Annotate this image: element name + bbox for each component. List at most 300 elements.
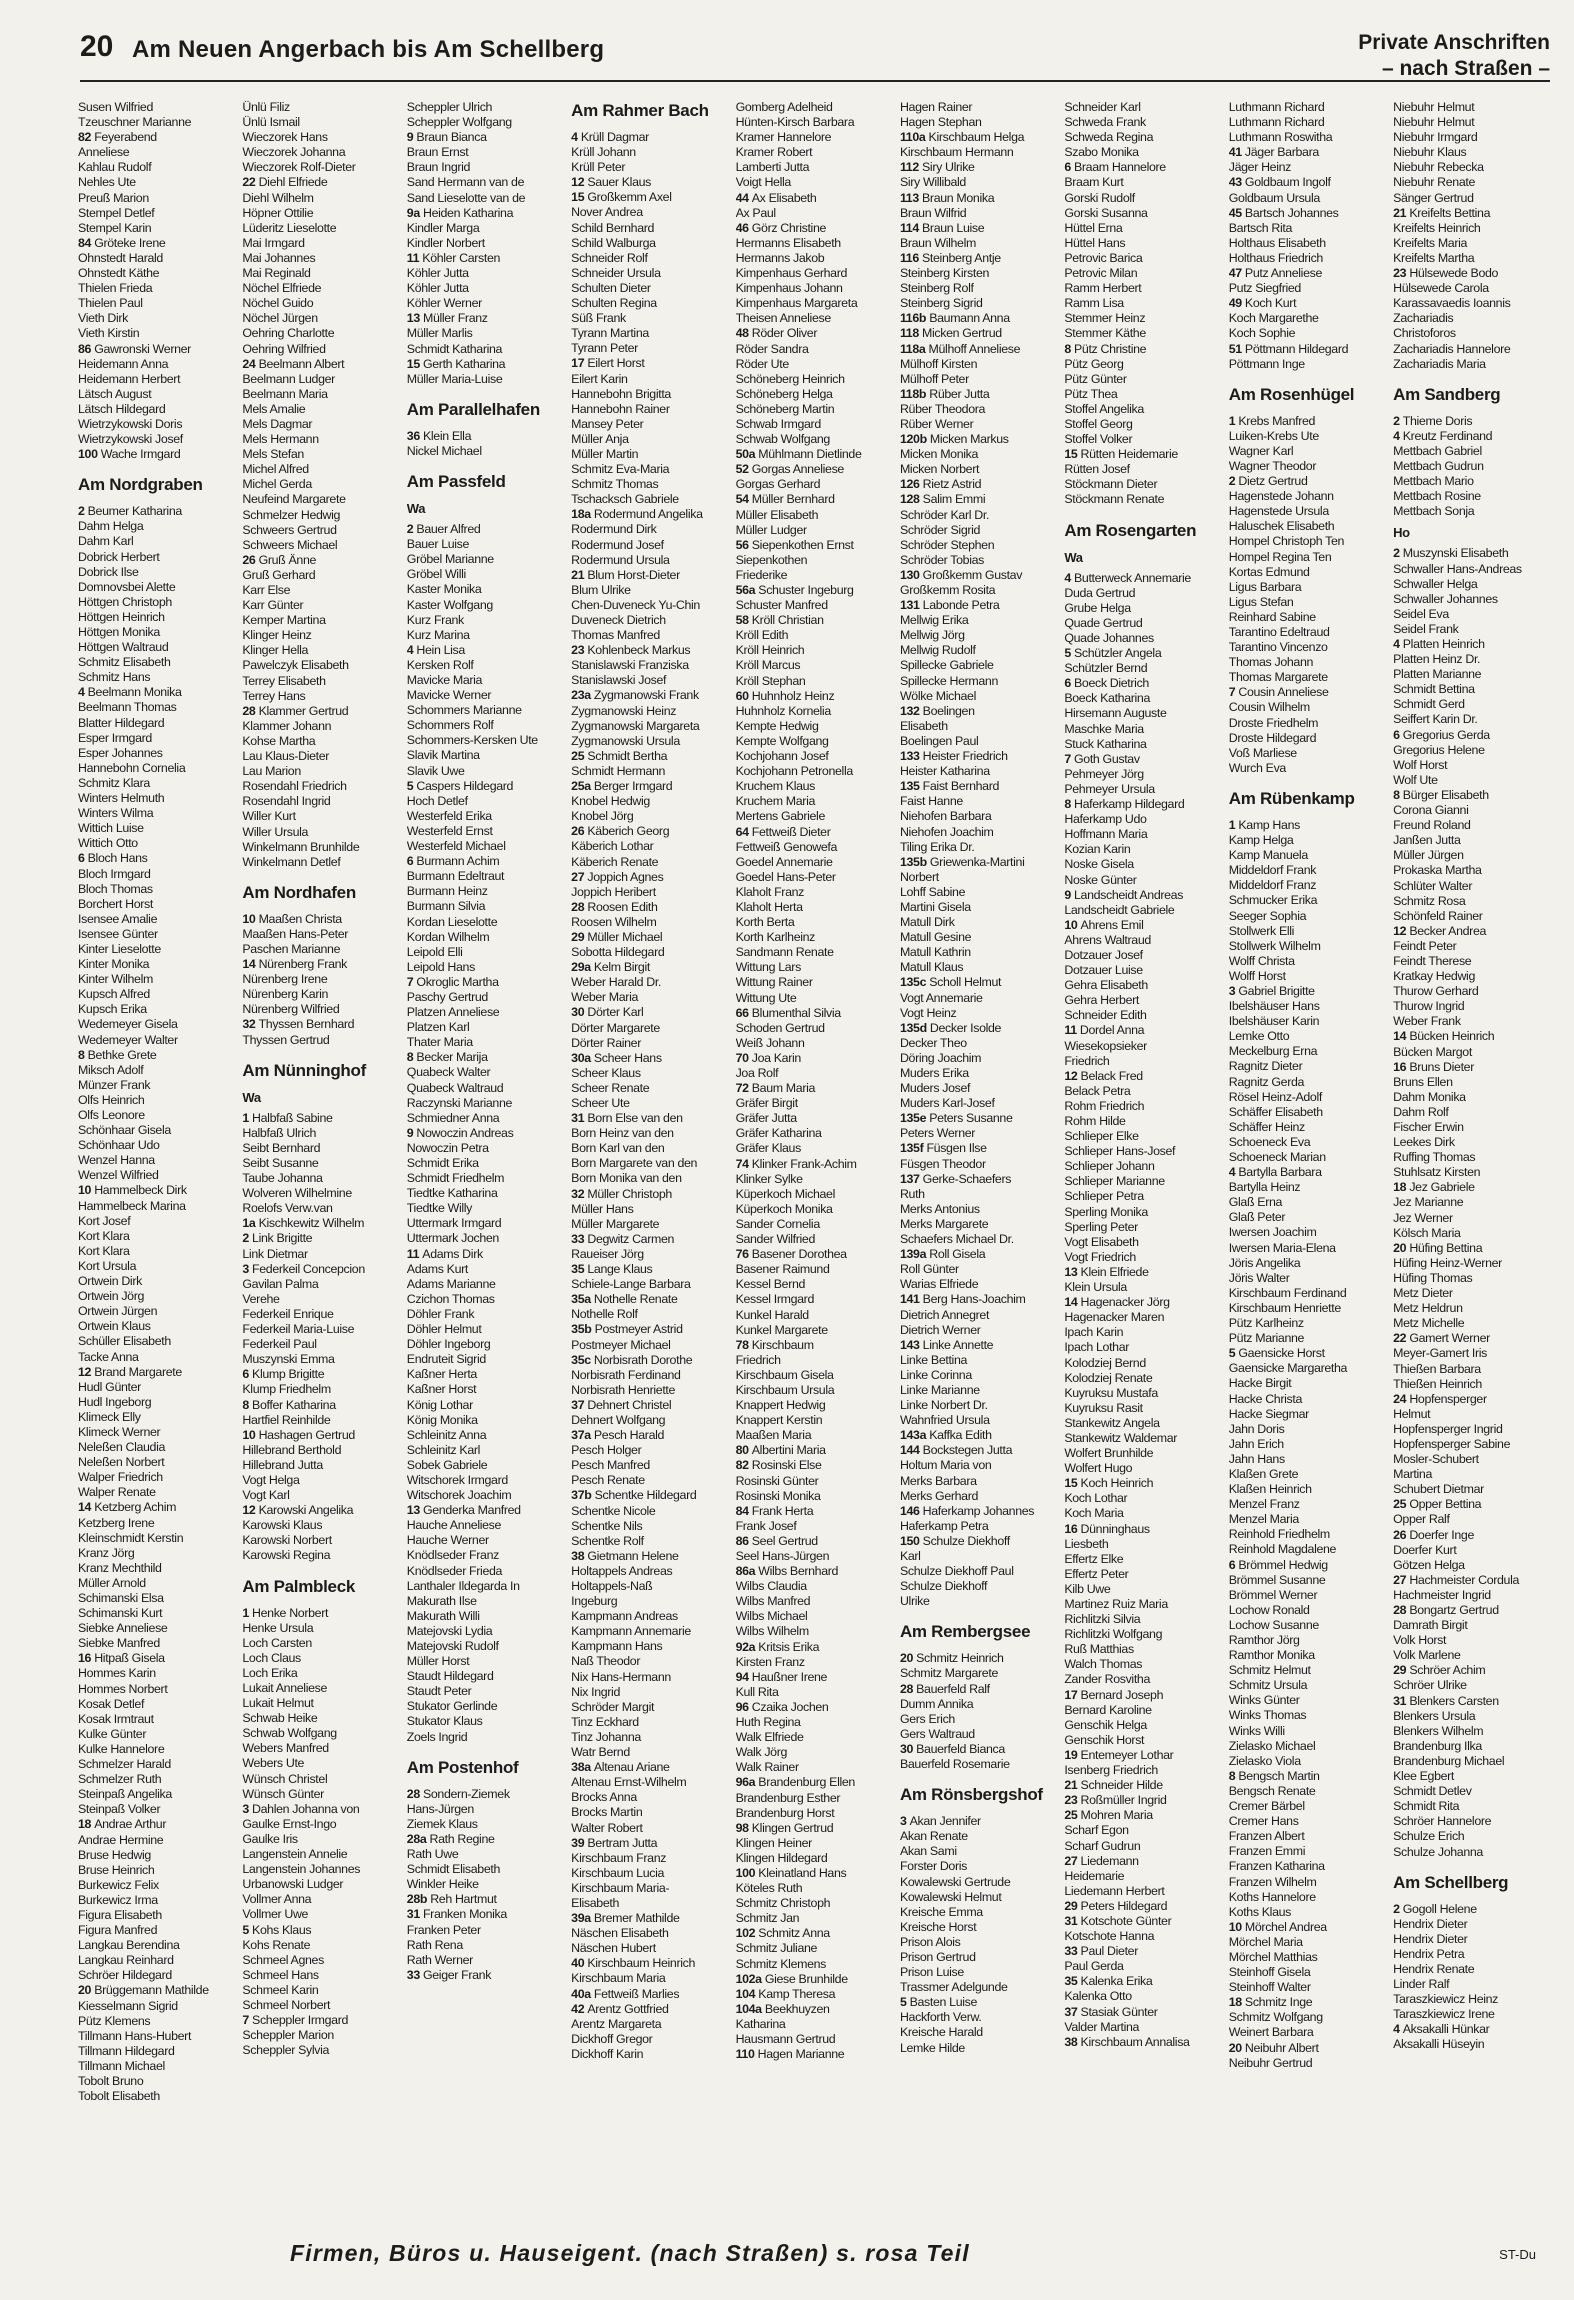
resident-entry: Iwersen Maria-Elena bbox=[1228, 1240, 1336, 1255]
resident-entry: Link Dietmar bbox=[242, 1246, 308, 1261]
resident-entry: Rath Rena bbox=[406, 1937, 463, 1952]
resident-entry: Slavik Uwe bbox=[406, 763, 465, 778]
resident-entry: Kulke Günter bbox=[78, 1726, 147, 1741]
resident-entry: Weinert Barbara bbox=[1228, 2025, 1314, 2040]
resident-entry: 94 Haußner Irene bbox=[735, 1669, 828, 1684]
resident-entry: Schmitz Rosa bbox=[1393, 893, 1466, 908]
resident-entry: Dehnert Wolfgang bbox=[571, 1412, 666, 1427]
resident-entry: Doerfer Kurt bbox=[1393, 1542, 1457, 1557]
resident-entry: Naß Theodor bbox=[571, 1654, 641, 1669]
resident-entry: 42 Arentz Gottfried bbox=[571, 2001, 669, 2016]
resident-entry: Schröder Margit bbox=[571, 1699, 655, 1714]
resident-entry: Lohff Sabine bbox=[899, 884, 966, 899]
resident-entry: 70 Joa Karin bbox=[735, 1050, 801, 1065]
resident-entry: Schmelzer Hedwig bbox=[242, 507, 341, 522]
resident-entry: Vogt Annemarie bbox=[899, 990, 983, 1005]
resident-entry: Lüderitz Lieselotte bbox=[242, 220, 337, 235]
resident-entry: Gräfer Klaus bbox=[735, 1141, 801, 1156]
resident-entry: 104 Kamp Theresa bbox=[735, 1986, 836, 2001]
resident-entry: Küperkoch Monika bbox=[735, 1201, 833, 1216]
resident-entry: Kordan Wilhelm bbox=[406, 929, 490, 944]
resident-entry: Müller Hans bbox=[571, 1201, 634, 1216]
resident-entry: Jahn Doris bbox=[1228, 1421, 1285, 1436]
resident-entry: Staudt Hildegard bbox=[406, 1669, 494, 1684]
resident-entry: 29 Schröer Achim bbox=[1393, 1663, 1486, 1678]
resident-entry: 86 Seel Gertrud bbox=[735, 1533, 818, 1548]
resident-entry: Winkelmann Detlef bbox=[242, 854, 341, 869]
directory-column-3 bbox=[407, 100, 571, 2200]
resident-entry: 49 Koch Kurt bbox=[1228, 296, 1297, 311]
resident-entry: Wolf Ute bbox=[1393, 772, 1438, 787]
resident-entry: Hendrix Renate bbox=[1393, 1961, 1475, 1976]
resident-entry: Katharina bbox=[735, 2016, 786, 2031]
resident-entry: Franken Peter bbox=[406, 1922, 481, 1937]
resident-entry: Gaensicke Margaretha bbox=[1228, 1361, 1348, 1376]
resident-entry: Mettbach Sonja bbox=[1393, 504, 1475, 519]
resident-entry: 18a Rodermund Angelika bbox=[571, 507, 703, 522]
resident-entry: Wolveren Wilhelmine bbox=[242, 1186, 352, 1201]
resident-entry: Stukator Klaus bbox=[406, 1714, 483, 1729]
resident-entry: Hermanns Elisabeth bbox=[735, 235, 841, 250]
resident-entry: Mellwig Rudolf bbox=[899, 643, 976, 658]
resident-entry: Kempte Hedwig bbox=[735, 718, 819, 733]
resident-entry: Elisabeth bbox=[571, 1895, 619, 1910]
resident-entry: Rath Uwe bbox=[406, 1847, 459, 1862]
resident-entry: Niebuhr Irmgard bbox=[1393, 130, 1478, 145]
resident-entry: Wieczorek Rolf-Dieter bbox=[242, 160, 356, 175]
resident-entry: 45 Bartsch Johannes bbox=[1228, 205, 1339, 220]
resident-entry: Joppich Heribert bbox=[571, 884, 656, 899]
resident-entry: Stuhlsatz Kirsten bbox=[1393, 1165, 1481, 1180]
resident-entry: Sandmann Renate bbox=[735, 945, 834, 960]
resident-entry: Staudt Peter bbox=[406, 1684, 472, 1699]
resident-entry: Kröll Edith bbox=[735, 628, 789, 643]
resident-entry: Wietrzykowski Doris bbox=[78, 416, 183, 431]
resident-entry: 35a Nothelle Renate bbox=[571, 1292, 678, 1307]
resident-entry: Hünten-Kirsch Barbara bbox=[735, 115, 855, 130]
resident-entry: 143 Linke Annette bbox=[899, 1337, 994, 1352]
resident-entry: Schommers Rolf bbox=[406, 718, 494, 733]
resident-entry: Loch Carsten bbox=[242, 1635, 312, 1650]
resident-entry: Klimeck Elly bbox=[78, 1409, 141, 1424]
resident-entry: Thomas Margarete bbox=[1228, 670, 1328, 685]
resident-entry: Wagner Theodor bbox=[1228, 458, 1317, 473]
resident-entry: Droste Friedhelm bbox=[1228, 715, 1319, 730]
resident-entry: Kurz Frank bbox=[406, 612, 464, 627]
resident-entry: Stanislawski Franziska bbox=[571, 658, 689, 673]
resident-entry: Mels Amalie bbox=[242, 401, 306, 416]
resident-entry: Matull Kathrin bbox=[899, 945, 971, 960]
district-code: Wa bbox=[406, 500, 426, 516]
resident-entry: Rösel Heinz-Adolf bbox=[1228, 1089, 1322, 1104]
resident-entry: Lamberti Jutta bbox=[735, 160, 810, 175]
resident-entry: Terrey Elisabeth bbox=[242, 673, 326, 688]
resident-entry: Kosak Irmtraut bbox=[78, 1711, 154, 1726]
resident-entry: Pesch Holger bbox=[571, 1443, 642, 1458]
resident-entry: Thielen Paul bbox=[78, 296, 143, 311]
resident-entry: Schmidt Katharina bbox=[406, 341, 503, 356]
resident-entry: Hagen Stephan bbox=[899, 115, 982, 130]
resident-entry: Schmitz Eva-Maria bbox=[571, 462, 670, 477]
resident-entry: Dörter Margarete bbox=[571, 1020, 660, 1035]
resident-entry: Kampmann Hans bbox=[571, 1639, 663, 1654]
resident-entry: Pöttmann Inge bbox=[1228, 356, 1305, 371]
resident-entry: Gaulke Iris bbox=[242, 1831, 298, 1846]
resident-entry: Federkeil Maria-Luise bbox=[242, 1322, 355, 1337]
resident-entry: Mörchel Maria bbox=[1228, 1934, 1303, 1949]
resident-entry: Klammer Johann bbox=[242, 718, 332, 733]
resident-entry: Schmeel Agnes bbox=[242, 1952, 324, 1967]
resident-entry: Hacke Christa bbox=[1228, 1391, 1302, 1406]
resident-entry: Schweers Gertrud bbox=[242, 522, 337, 537]
resident-entry: 3 Dahlen Johanna von bbox=[242, 1801, 360, 1816]
resident-entry: Hommes Norbert bbox=[78, 1681, 168, 1696]
resident-entry: 135f Füsgen Ilse bbox=[899, 1141, 987, 1156]
resident-entry: Hoffmann Maria bbox=[1064, 827, 1148, 842]
resident-entry: Hagen Rainer bbox=[899, 100, 973, 114]
resident-entry: Muders Karl-Josef bbox=[899, 1096, 995, 1111]
resident-entry: 29 Müller Michael bbox=[571, 929, 663, 944]
resident-entry: Hackforth Verw. bbox=[899, 2010, 982, 2025]
resident-entry: Meckelburg Erna bbox=[1228, 1044, 1318, 1059]
resident-entry: Rodermund Dirk bbox=[571, 522, 657, 537]
resident-entry: Knobel Hedwig bbox=[571, 794, 650, 809]
resident-entry: Prokaska Martha bbox=[1393, 863, 1482, 878]
resident-entry: Kirschbaum Maria bbox=[571, 1971, 666, 1986]
resident-entry: 137 Gerke-Schaefers bbox=[899, 1171, 1012, 1186]
resident-entry: Tillmann Michael bbox=[78, 2058, 165, 2073]
resident-entry: Vogt Helga bbox=[242, 1472, 300, 1487]
resident-entry: Kort Klara bbox=[78, 1243, 130, 1258]
resident-entry: 10 Ahrens Emil bbox=[1064, 917, 1144, 932]
resident-entry: Vogt Heinz bbox=[899, 1005, 957, 1020]
resident-entry: 104a Beekhuyzen bbox=[735, 2001, 830, 2016]
resident-entry: Lemke Hilde bbox=[899, 2040, 965, 2055]
resident-entry: Norbisrath Henriette bbox=[571, 1382, 676, 1397]
section-label-line2: – nach Straßen – bbox=[1381, 57, 1550, 80]
resident-entry: Kahlau Rudolf bbox=[78, 160, 152, 175]
resident-entry: Leekes Dirk bbox=[1393, 1135, 1455, 1150]
resident-entry: Nix Hans-Hermann bbox=[571, 1669, 671, 1684]
resident-entry: Schäffer Elisabeth bbox=[1228, 1104, 1323, 1119]
resident-entry: Cousin Wilhelm bbox=[1228, 700, 1310, 715]
resident-entry: Schmidt Elisabeth bbox=[406, 1862, 501, 1877]
resident-entry: 1 Henke Norbert bbox=[242, 1605, 329, 1620]
resident-entry: 9 Braun Bianca bbox=[406, 130, 487, 145]
resident-entry: Hommes Karin bbox=[78, 1666, 156, 1681]
resident-entry: 56a Schuster Ingeburg bbox=[735, 583, 854, 597]
resident-entry: Wurch Eva bbox=[1228, 760, 1286, 775]
resident-entry: Platten Heinz Dr. bbox=[1393, 652, 1481, 667]
resident-entry: Akan Renate bbox=[899, 1829, 968, 1844]
resident-entry: Scheppler Ulrich bbox=[406, 100, 493, 114]
resident-entry: Kessel Bernd bbox=[735, 1277, 806, 1292]
resident-entry: Knödlseder Frieda bbox=[406, 1563, 503, 1578]
resident-entry: 12 Karowski Angelika bbox=[242, 1503, 354, 1518]
resident-entry: Franzen Katharina bbox=[1228, 1859, 1325, 1874]
resident-entry: 30a Scheer Hans bbox=[571, 1050, 662, 1065]
resident-entry: 47 Putz Anneliese bbox=[1228, 266, 1322, 281]
resident-entry: Gorski Rudolf bbox=[1064, 190, 1135, 205]
resident-entry: Noske Gisela bbox=[1064, 857, 1134, 872]
resident-entry: Kirschbaum Ferdinand bbox=[1228, 1285, 1347, 1300]
resident-entry: Schmitz Klara bbox=[78, 775, 150, 790]
resident-entry: Ortwein Klaus bbox=[78, 1319, 151, 1334]
resident-entry: Schmitz Helmut bbox=[1228, 1663, 1311, 1678]
resident-entry: Schwab Wolfgang bbox=[735, 432, 830, 447]
resident-entry: Merks Antonius bbox=[899, 1201, 980, 1216]
resident-entry: Döhler Helmut bbox=[406, 1322, 482, 1337]
resident-entry: Köhler Jutta bbox=[406, 266, 469, 281]
resident-entry: Kull Rita bbox=[735, 1684, 779, 1699]
resident-entry: Bauer Luise bbox=[406, 537, 470, 552]
resident-entry: Süß Frank bbox=[571, 311, 626, 326]
resident-entry: Born Monika van den bbox=[571, 1171, 682, 1186]
resident-entry: 1 Halbfaß Sabine bbox=[242, 1110, 333, 1125]
resident-entry: Wittich Otto bbox=[78, 836, 138, 851]
resident-entry: 5 Basten Luise bbox=[899, 1995, 978, 2010]
resident-entry: Tarantino Vincenzo bbox=[1228, 640, 1328, 655]
resident-entry: 27 Hachmeister Cordula bbox=[1393, 1572, 1520, 1587]
resident-entry: Gröbel Marianne bbox=[406, 552, 494, 567]
resident-entry: Nowoczin Petra bbox=[406, 1140, 489, 1155]
resident-entry: Langkau Reinhard bbox=[78, 1953, 174, 1968]
resident-entry: 22 Diehl Elfriede bbox=[242, 175, 328, 190]
resident-entry: Bartsch Rita bbox=[1228, 220, 1293, 235]
resident-entry: Roosen Wilhelm bbox=[571, 914, 657, 929]
resident-entry: 4 Krüll Dagmar bbox=[571, 130, 649, 144]
resident-entry: 8 Haferkamp Hildegard bbox=[1064, 797, 1185, 812]
resident-entry: Olfs Leonore bbox=[78, 1108, 145, 1122]
resident-entry: Basener Raimund bbox=[735, 1262, 830, 1277]
resident-entry: Metz Heldrun bbox=[1393, 1301, 1463, 1316]
resident-entry: 37 Stasiak Günter bbox=[1064, 2004, 1158, 2019]
street-heading: Am Rembergsee bbox=[899, 1622, 1031, 1642]
resident-entry: Aksakalli Hüseyin bbox=[1393, 2037, 1485, 2052]
district-code: Ho bbox=[1393, 525, 1410, 541]
resident-entry: Kosak Detlef bbox=[78, 1696, 145, 1711]
resident-entry: Rosinski Monika bbox=[735, 1488, 821, 1503]
resident-entry: Valder Martina bbox=[1064, 2019, 1140, 2034]
resident-entry: Müller Margarete bbox=[571, 1216, 660, 1231]
resident-entry: Ruth bbox=[899, 1186, 925, 1201]
resident-entry: Warias Elfriede bbox=[899, 1277, 979, 1292]
resident-entry: Muders Josef bbox=[899, 1081, 971, 1096]
resident-entry: 16 Hitpaß Gisela bbox=[78, 1651, 165, 1666]
resident-entry: Ragnitz Dieter bbox=[1228, 1059, 1303, 1074]
resident-entry: Kupsch Erika bbox=[78, 1002, 147, 1017]
resident-entry: Kruchem Maria bbox=[735, 794, 816, 809]
resident-entry: Schmitz Hans bbox=[78, 670, 151, 685]
resident-entry: Blum Ulrike bbox=[571, 582, 631, 597]
resident-entry: 35 Kalenka Erika bbox=[1064, 1974, 1153, 1989]
resident-entry: Decker Theo bbox=[899, 1035, 967, 1050]
resident-entry: Hüttel Hans bbox=[1064, 235, 1126, 250]
resident-entry: 7 Goth Gustav bbox=[1064, 751, 1140, 766]
resident-entry: Siebke Anneliese bbox=[78, 1621, 168, 1636]
page-header bbox=[80, 30, 1550, 82]
resident-entry: Dörter Rainer bbox=[571, 1035, 641, 1050]
resident-entry: Heidemarie bbox=[1064, 1868, 1125, 1883]
resident-entry: Theisen Anneliese bbox=[735, 311, 831, 326]
resident-entry: Kirschbaum Gisela bbox=[735, 1367, 834, 1382]
resident-entry: 8 Boffer Katharina bbox=[242, 1397, 336, 1412]
resident-entry: Kowalewski Gertrude bbox=[899, 1874, 1011, 1889]
resident-entry: 15 Rütten Heidemarie bbox=[1064, 447, 1178, 462]
resident-entry: Münzer Frank bbox=[78, 1077, 151, 1092]
resident-entry: Gruß Gerhard bbox=[242, 567, 316, 582]
resident-entry: Zachariadis Hannelore bbox=[1393, 341, 1511, 356]
resident-entry: Neibuhr Gertrud bbox=[1228, 2055, 1313, 2070]
resident-entry: Kirschbaum Henriette bbox=[1228, 1300, 1341, 1315]
resident-entry: Matull Dirk bbox=[899, 915, 955, 930]
directory-column-2 bbox=[242, 100, 406, 2200]
resident-entry: 118 Micken Gertrud bbox=[899, 326, 1002, 341]
resident-entry: Vogt Karl bbox=[242, 1488, 290, 1503]
resident-entry: Oehring Charlotte bbox=[242, 326, 335, 341]
resident-entry: Haferkamp Petra bbox=[899, 1518, 989, 1533]
resident-entry: Glaß Peter bbox=[1228, 1210, 1286, 1225]
resident-entry: Pütz Günter bbox=[1064, 371, 1127, 386]
resident-entry: 146 Haferkamp Johannes bbox=[899, 1503, 1035, 1518]
resident-entry: Schöneberg Heinrich bbox=[735, 371, 845, 386]
resident-entry: 2 Bauer Alfred bbox=[406, 522, 481, 537]
resident-entry: Ramthor Monika bbox=[1228, 1648, 1315, 1663]
resident-entry: Holtappels-Naß bbox=[571, 1579, 653, 1593]
resident-entry: Mai Irmgard bbox=[242, 235, 305, 250]
resident-entry: Schmidt Erika bbox=[406, 1156, 479, 1170]
street-heading: Am Rosengarten bbox=[1064, 520, 1197, 540]
resident-entry: Braun Ernst bbox=[406, 145, 469, 160]
street-heading: Am Rübenkamp bbox=[1228, 788, 1355, 808]
resident-entry: Sander Cornelia bbox=[735, 1216, 820, 1231]
street-heading: Am Sandberg bbox=[1393, 384, 1501, 404]
resident-entry: Bruns Ellen bbox=[1393, 1074, 1453, 1089]
resident-entry: Landscheidt Gabriele bbox=[1064, 902, 1175, 917]
resident-entry: Nürenberg Irene bbox=[242, 972, 328, 987]
resident-entry: Müller Jürgen bbox=[1393, 848, 1464, 863]
resident-entry: Heister Katharina bbox=[899, 764, 990, 779]
resident-entry: Rohm Hilde bbox=[1064, 1114, 1126, 1128]
resident-entry: Figura Manfred bbox=[78, 1923, 158, 1938]
resident-entry: Kaßner Herta bbox=[406, 1367, 477, 1382]
resident-entry: 66 Blumenthal Silvia bbox=[735, 1005, 841, 1020]
resident-entry: Paschen Marianne bbox=[242, 941, 341, 956]
resident-entry: Dahm Monika bbox=[1393, 1089, 1466, 1104]
resident-entry: Effertz Elke bbox=[1064, 1551, 1124, 1566]
resident-entry: Kreische Emma bbox=[899, 1904, 983, 1919]
resident-entry: 96a Brandenburg Ellen bbox=[735, 1775, 855, 1790]
resident-entry: Schweda Regina bbox=[1064, 130, 1154, 145]
resident-entry: Pütz Thea bbox=[1064, 386, 1118, 401]
resident-entry: Mettbach Gudrun bbox=[1393, 458, 1484, 473]
resident-entry: 11 Köhler Carsten bbox=[406, 250, 501, 265]
resident-entry: 2 Muszynski Elisabeth bbox=[1393, 546, 1509, 561]
resident-entry: Isensee Amalie bbox=[78, 911, 158, 926]
resident-entry: Kozian Karin bbox=[1064, 842, 1131, 857]
resident-entry: Quabeck Walter bbox=[406, 1065, 491, 1080]
resident-entry: Sobotta Hildegard bbox=[571, 945, 665, 960]
resident-entry: 8 Becker Marija bbox=[406, 1050, 488, 1065]
resident-entry: 5 Caspers Hildegard bbox=[406, 778, 514, 793]
resident-entry: Beelmann Ludger bbox=[242, 371, 335, 386]
resident-entry: 12 Sauer Klaus bbox=[571, 175, 652, 190]
resident-entry: 72 Baum Maria bbox=[735, 1081, 816, 1096]
resident-entry: Born Margarete van den bbox=[571, 1156, 698, 1171]
resident-entry: 92a Kritsis Erika bbox=[735, 1639, 820, 1654]
resident-entry: Westerfeld Ernst bbox=[406, 823, 493, 838]
resident-entry: Kunkel Harald bbox=[735, 1307, 809, 1322]
resident-entry: Liesbeth bbox=[1064, 1536, 1109, 1551]
resident-entry: 4 Aksakalli Hünkar bbox=[1393, 2022, 1490, 2037]
resident-entry: Kleinschmidt Kerstin bbox=[78, 1530, 184, 1545]
resident-entry: Klee Egbert bbox=[1393, 1769, 1455, 1784]
resident-entry: Gomberg Adelheid bbox=[735, 100, 833, 114]
resident-entry: Jahn Hans bbox=[1228, 1451, 1285, 1466]
resident-entry: 1a Kischkewitz Wilhelm bbox=[242, 1216, 365, 1231]
resident-entry: 28 Sondern-Ziemek bbox=[406, 1786, 510, 1801]
resident-entry: Franzen Wilhelm bbox=[1228, 1874, 1317, 1889]
resident-entry: Rodermund Josef bbox=[571, 537, 664, 552]
resident-entry: 6 Boeck Dietrich bbox=[1064, 676, 1149, 691]
resident-entry: 15 Großkemm Axel bbox=[571, 190, 672, 205]
directory-column-1 bbox=[78, 100, 242, 2200]
resident-entry: Kessel Irmgard bbox=[735, 1292, 814, 1307]
resident-entry: Wolfert Brunhilde bbox=[1064, 1446, 1154, 1461]
resident-entry: Linder Ralf bbox=[1393, 1977, 1450, 1992]
resident-entry: Kreifelts Heinrich bbox=[1393, 220, 1481, 235]
district-code: Wa bbox=[242, 1089, 261, 1105]
resident-entry: Nothelle Rolf bbox=[571, 1307, 638, 1322]
resident-entry: Ruffing Thomas bbox=[1393, 1150, 1476, 1165]
resident-entry: Quade Gertrud bbox=[1064, 615, 1143, 630]
resident-entry: Wittich Luise bbox=[78, 821, 144, 836]
resident-entry: Ligus Barbara bbox=[1228, 579, 1302, 594]
resident-entry: Wünsch Günter bbox=[242, 1786, 324, 1801]
resident-entry: Klinker Sylke bbox=[735, 1171, 803, 1186]
resident-entry: Stoffel Angelika bbox=[1064, 401, 1144, 416]
resident-entry: Pehmeyer Jörg bbox=[1064, 766, 1144, 781]
resident-entry: Ohnstedt Harald bbox=[78, 250, 163, 265]
resident-entry: Schmelzer Harald bbox=[78, 1757, 171, 1772]
resident-entry: Götzen Helga bbox=[1393, 1557, 1465, 1572]
resident-entry: Spillecke Gabriele bbox=[899, 658, 994, 673]
resident-entry: 28a Rath Regine bbox=[406, 1831, 495, 1846]
resident-entry: 18 Andrae Arthur bbox=[78, 1817, 167, 1832]
resident-entry: 135 Faist Bernhard bbox=[899, 779, 1000, 794]
resident-entry: Schmiedner Anna bbox=[406, 1110, 500, 1125]
resident-entry: Joa Rolf bbox=[735, 1066, 779, 1080]
resident-entry: Wünsch Christel bbox=[242, 1771, 328, 1786]
resident-entry: Pesch Manfred bbox=[571, 1458, 650, 1473]
resident-entry: Susen Wilfried bbox=[78, 100, 153, 114]
resident-entry: Meyer-Gamert Iris bbox=[1393, 1346, 1487, 1361]
resident-entry: 20 Neibuhr Albert bbox=[1228, 2040, 1319, 2055]
resident-entry: Goedel Hans-Peter bbox=[735, 869, 836, 884]
resident-entry: 28 Bauerfeld Ralf bbox=[899, 1681, 990, 1696]
resident-entry: Müller Martin bbox=[571, 446, 639, 461]
resident-entry: Gräfer Birgit bbox=[735, 1096, 798, 1111]
resident-entry: Müller Ludger bbox=[735, 522, 807, 537]
resident-entry: Sperling Monika bbox=[1064, 1204, 1148, 1219]
resident-entry: Höttgen Waltraud bbox=[78, 640, 169, 655]
resident-entry: Scheer Renate bbox=[571, 1080, 650, 1095]
resident-entry: 7 Scheppler Irmgard bbox=[242, 2013, 349, 2028]
resident-entry: 120b Micken Markus bbox=[899, 432, 1009, 447]
resident-entry: Borchert Horst bbox=[78, 896, 153, 911]
resident-entry: Esper Johannes bbox=[78, 745, 163, 760]
resident-entry: Hompel Regina Ten bbox=[1228, 549, 1332, 564]
